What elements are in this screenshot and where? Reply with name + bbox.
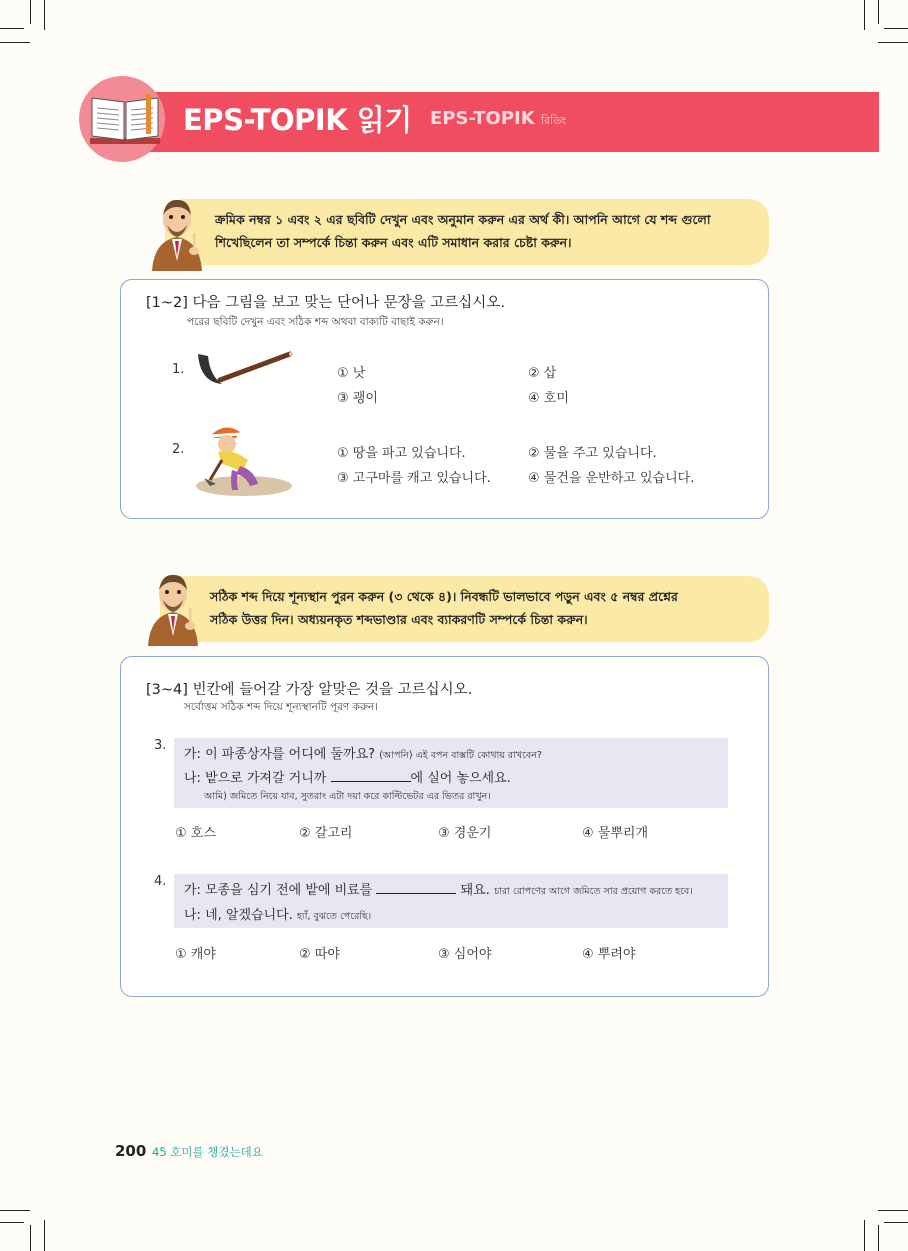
digging-man-icon [192, 420, 296, 500]
callout-line: শিখেছিলেন তা সম্পর্কে চিন্তা করুন এবং এটি সমাধান করার চেষ্টা করুন। [215, 235, 572, 250]
answer-option[interactable]: ② 삽 [528, 366, 557, 381]
crop-mark [0, 1210, 30, 1211]
crop-mark [44, 0, 45, 30]
crop-mark [878, 42, 908, 43]
answer-option[interactable]: ③ 고구마를 캐고 있습니다. [337, 471, 491, 486]
open-book-icon [88, 92, 162, 146]
question-title: [3~4] 빈칸에 들어갈 가장 알맞은 것을 고르십시오. [146, 682, 473, 698]
answer-option[interactable]: ① 캐야 [175, 947, 216, 962]
answer-option[interactable]: ② 물을 주고 있습니다. [528, 446, 657, 461]
crop-mark [878, 0, 879, 24]
answer-blank [376, 882, 456, 894]
answer-option[interactable]: ④ 물뿌리개 [582, 826, 649, 841]
crop-mark [0, 1222, 24, 1223]
callout-line: ক্রমিক নম্বর ১ এবং ২ এর ছবিটি দেখুন এবং অনুমান করুন এর অর্থ কী। আপনি আগে যে শব্দ গুলো [215, 212, 711, 227]
answer-option[interactable]: ① 땅을 파고 있습니다. [337, 446, 466, 461]
answer-option[interactable]: ② 갈고리 [299, 826, 353, 841]
crop-mark [884, 1222, 908, 1223]
crop-mark [864, 0, 865, 30]
question-subtitle: পরের ছবিটি দেখুন এবং সঠিক শব্দ অথবা বাক্যটি বাছাই করুন। [187, 316, 444, 328]
dialog-translation: আমি) জমিতে নিয়ে যাব, সুতরাং এটা দয়া করে কাল্টিভেটর এর ভিতর রাখুন। [204, 791, 491, 802]
question-number: 1. [172, 362, 185, 377]
callout-line: সঠিক শব্দ দিয়ে শূন্যস্থান পুরন করুন (৩ থেকে ৪)। নিবন্ধটি ভালভাবে পড়ুন এবং ৫ নম্বর প্রশ্নের [210, 589, 678, 604]
crop-mark [884, 28, 908, 29]
dialog-line-a: 가: 모종을 심기 전에 밭에 비료를 돼요. চারা রোপণের আগে জমিতে সার প্রয়োগ করতে হবে। [184, 883, 693, 898]
answer-option[interactable]: ③ 경운기 [438, 826, 492, 841]
page-number: 200 [115, 1142, 147, 1160]
answer-option[interactable]: ③ 괭이 [337, 391, 378, 406]
question-title: [1~2] 다음 그림을 보고 맞는 단어나 문장을 고르십시오. [146, 295, 505, 311]
question-number: 2. [172, 442, 185, 457]
answer-blank [331, 770, 411, 782]
crop-mark [878, 1210, 908, 1211]
sickle-icon [194, 350, 298, 390]
instruction-callout [160, 576, 769, 642]
question-subtitle: সর্বোত্তম সঠিক শব্দ দিয়ে শূন্যস্থানটি পূরণ করুন। [184, 701, 379, 713]
answer-option[interactable]: ② 따야 [299, 947, 340, 962]
answer-option[interactable]: ④ 물건을 운반하고 있습니다. [528, 471, 695, 486]
answer-option[interactable]: ③ 심어야 [438, 947, 492, 962]
lesson-title: 45 호미를 챙겼는데요 [152, 1145, 263, 1159]
page-title: EPS-TOPIK 읽기 [183, 103, 412, 137]
answer-option[interactable]: ① 호스 [175, 826, 216, 841]
crop-mark [0, 42, 30, 43]
instruction-callout [165, 199, 769, 265]
answer-option[interactable]: ④ 호미 [528, 391, 569, 406]
answer-option[interactable]: ① 낫 [337, 366, 366, 381]
crop-mark [30, 0, 31, 24]
question-number: 3. [154, 738, 167, 753]
question-number: 4. [154, 874, 167, 889]
dialog-line-b: 나: 네, 알겠습니다. হ্যাঁ, বুঝতে পেরেছি। [184, 908, 372, 923]
crop-mark [30, 1225, 31, 1251]
answer-option[interactable]: ④ 뿌려야 [582, 947, 636, 962]
teacher-icon [146, 195, 208, 271]
page-subtitle: EPS-TOPIK রিডিং [430, 108, 567, 129]
crop-mark [878, 1225, 879, 1251]
crop-mark [44, 1220, 45, 1251]
callout-line: সঠিক উত্তর দিন। অধ্যয়নকৃত শব্দভাণ্ডার এবং ব্যাকরণটি সম্পর্কে চিন্তা করুন। [210, 612, 588, 627]
dialog-line-a: 가: 이 파종상자를 어디에 둘까요? (আপনি) এই বপন বাক্সটি কোথায় রাখবেন? [184, 747, 542, 762]
crop-mark [0, 28, 24, 29]
dialog-line-b: 나: 밭으로 가져갈 거니까 에 실어 놓으세요. [184, 771, 511, 786]
teacher-icon [142, 570, 204, 646]
crop-mark [864, 1220, 865, 1251]
